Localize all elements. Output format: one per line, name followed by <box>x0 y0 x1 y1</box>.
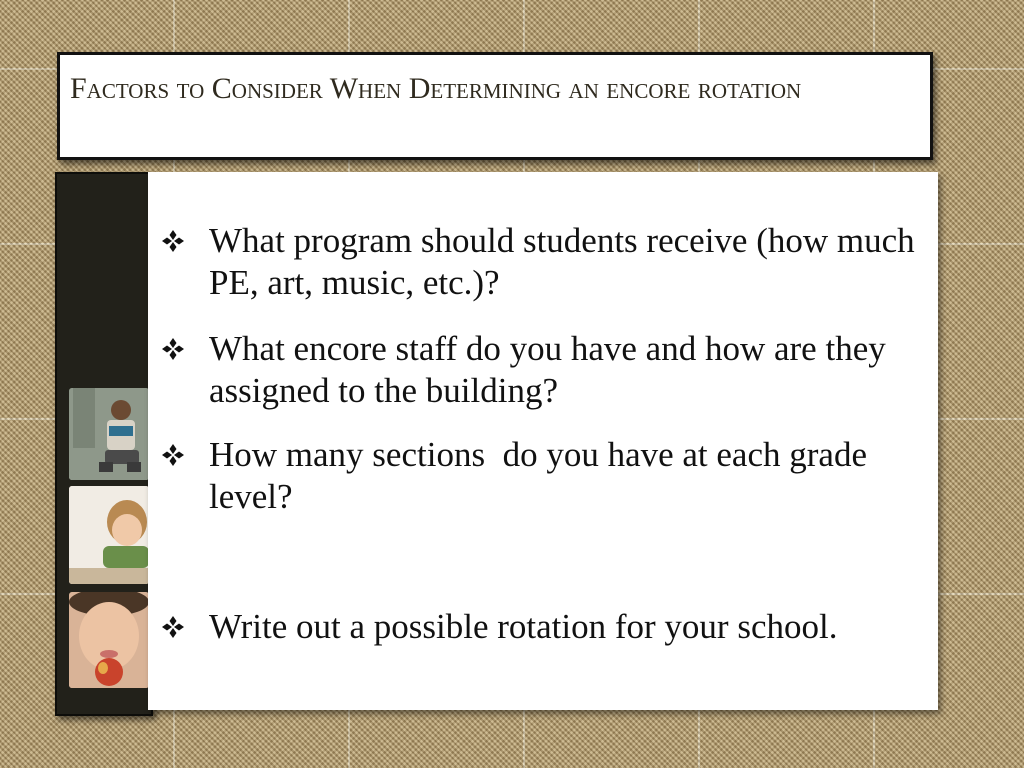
student-reading-photo <box>69 388 149 480</box>
diamond-bullet-icon <box>161 328 209 370</box>
list-item <box>161 220 931 304</box>
diamond-bullet-icon <box>161 434 209 476</box>
title-box <box>57 52 933 160</box>
list-item <box>161 328 931 412</box>
child-with-apple-photo <box>69 592 149 688</box>
content-box <box>148 172 938 710</box>
diamond-bullet-icon <box>161 220 209 262</box>
student-writing-photo <box>69 486 149 584</box>
diamond-bullet-icon <box>161 606 209 648</box>
bullet-text: Write out a possible rotation for your school. <box>209 607 838 646</box>
list-item <box>161 434 931 518</box>
slide-title: Factors to Consider When Determining an encore rotation <box>70 72 802 105</box>
photo-strip <box>55 172 153 716</box>
bullet-text: What program should students receive (how much PE, art, music, etc.)? <box>209 221 924 302</box>
bullet-text: How many sections do you have at each grade level? <box>209 435 876 516</box>
list-item <box>161 606 931 648</box>
bullet-text: What encore staff do you have and how are they assigned to the building? <box>209 329 895 410</box>
